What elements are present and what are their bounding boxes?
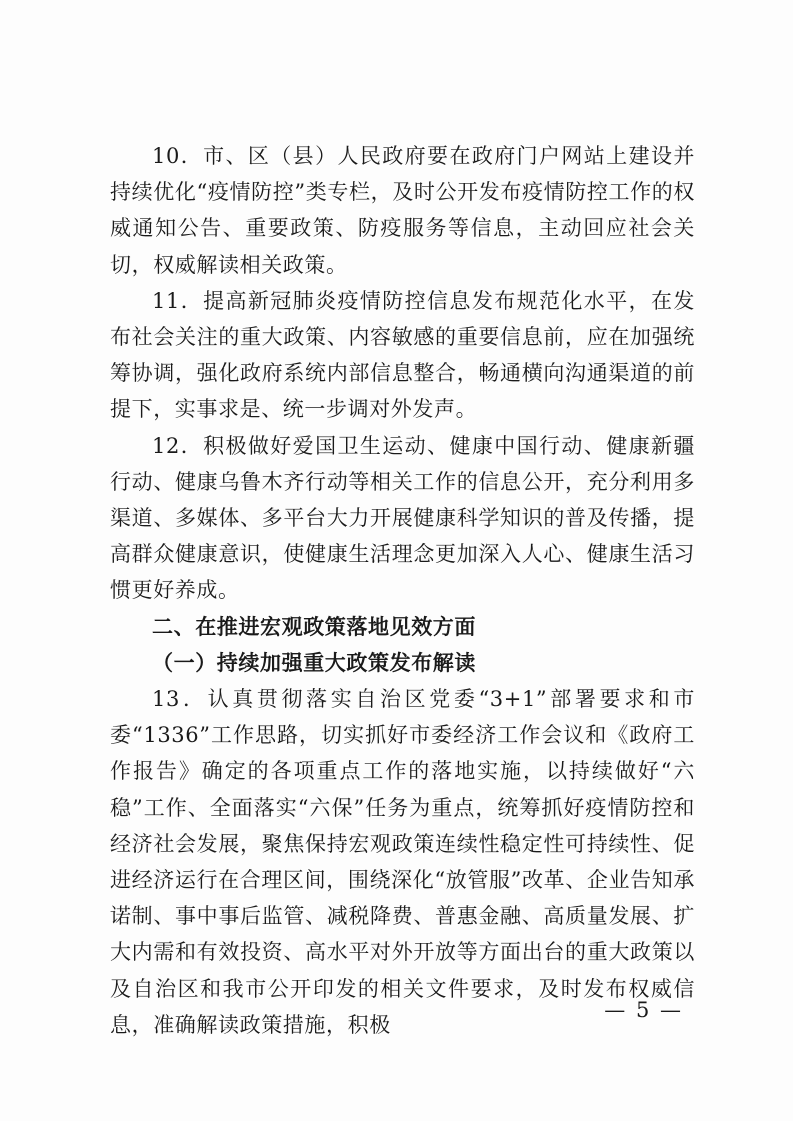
subsection-heading: （一）持续加强重大政策发布解读 [152, 649, 476, 675]
page-number: — 5 — [604, 998, 683, 1022]
paragraph-11: 11．提高新冠肺炎疫情防控信息发布规范化水平，在发布社会关注的重大政策、内容敏感的重要信息前，应在加强统筹协调，强化政府系统内部信息整合，畅通横向沟通渠道的前提下，实事求是、统一步调对外发声。 [110, 288, 695, 422]
paragraph-10: 10．市、区（县）人民政府要在政府门户网站上建设并持续优化“疫情防控”类专栏，及时公开发布疫情防控工作的权威通知公告、重要政策、防疫服务等信息，主动回应社会关切，权威解读相关政策。 [110, 144, 695, 277]
document-body [110, 138, 695, 1043]
section-heading: 二、在推进宏观政策落地见效方面 [152, 614, 476, 639]
paragraph-12: 12．积极做好爱国卫生运动、健康中国行动、健康新疆行动、健康乌鲁木齐行动等相关工作的信息公开，充分利用多渠道、多媒体、多平台大力开展健康科学知识的普及传播，提高群众健康意识，使健康生活理念更加深入人心、健康生活习惯更好养成。 [110, 433, 695, 603]
paragraph-13: 13．认真贯彻落实自治区党委“3+1”部署要求和市委“1336”工作思路，切实抓好市委经济工作会议和《政府工作报告》确定的各项重点工作的落地实施，以持续做好“六稳”工作、全面落实“六保”任务为重点，统筹抓好疫情防控和经济社会发展，聚焦保持宏观政策连续性稳定性可持续性、促进经济运行在合理区间，围绕深化“放管服”改革、企业告知承诺制、事中事后监管、减税降费、普惠金融、高质量发展、扩大内需和有效投资、高水平对外开放等方面出台的重大政策以及自治区和我市公开印发的相关文件要求，及时发布权威信息，准确解读政策措施，积极 [110, 687, 695, 1037]
